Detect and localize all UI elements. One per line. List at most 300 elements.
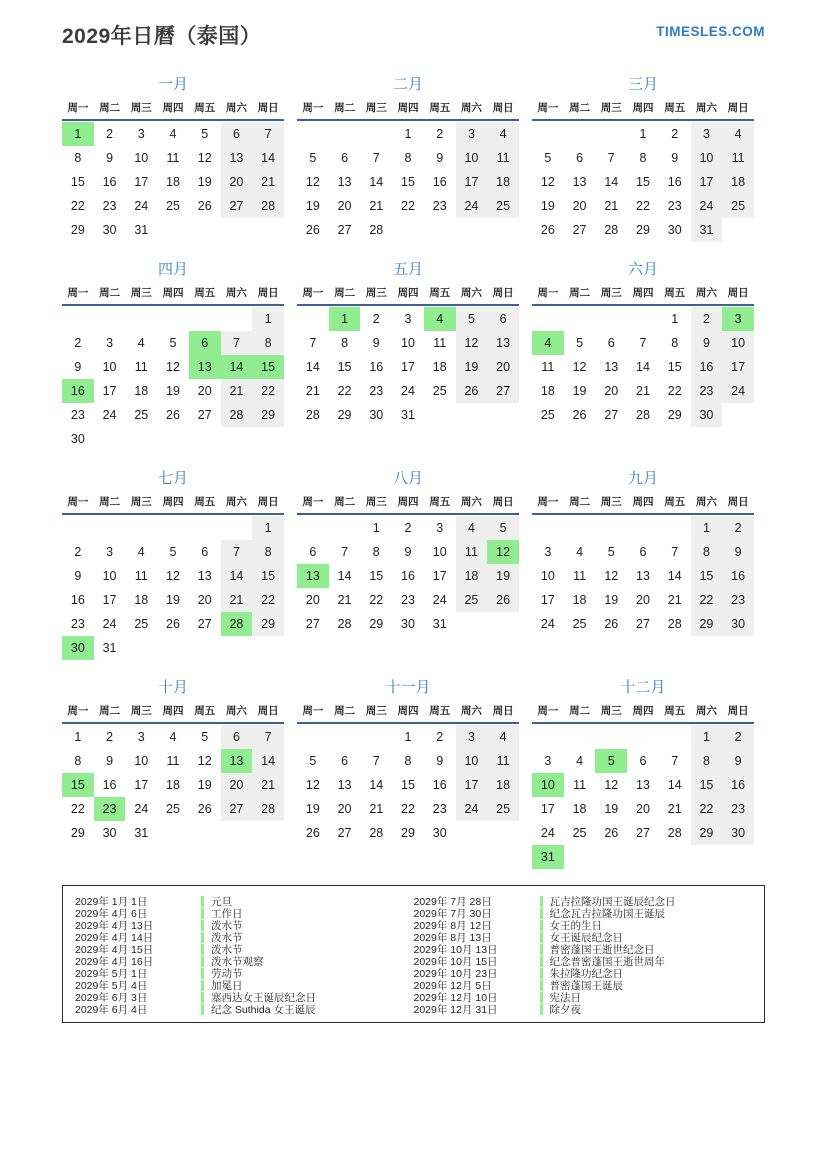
day-cell: 7 bbox=[639, 336, 647, 350]
weekday-header: 周四 bbox=[632, 102, 654, 114]
weekday-header: 周日 bbox=[492, 287, 514, 299]
day-cell: 7 bbox=[372, 754, 380, 768]
weekday-header: 周二 bbox=[334, 705, 356, 717]
day-cell: 6 bbox=[341, 754, 349, 768]
day-cell: 27 bbox=[305, 617, 320, 631]
day-cell: 23 bbox=[102, 199, 117, 213]
day-cell: 21 bbox=[337, 593, 352, 607]
day-cell: 3 bbox=[691, 122, 723, 146]
day-cell: 1 bbox=[74, 730, 82, 744]
day-cell: 8 bbox=[341, 336, 349, 350]
day-cell: 17 bbox=[432, 569, 447, 583]
day-cell: 23 bbox=[94, 797, 126, 821]
day-cell: 29 bbox=[337, 408, 352, 422]
day-cell: 20 bbox=[221, 170, 253, 194]
empty-day-cell bbox=[252, 821, 284, 845]
day-cell: 26 bbox=[166, 408, 180, 422]
weekday-header: 周三 bbox=[600, 496, 622, 508]
day-cell: 28 bbox=[337, 617, 352, 631]
day-cell: 4 bbox=[576, 545, 584, 559]
weekday-header: 周五 bbox=[194, 102, 216, 114]
empty-day-cell bbox=[329, 725, 361, 749]
empty-day-cell bbox=[157, 427, 189, 451]
day-cell: 2 bbox=[74, 336, 82, 350]
day-cell: 6 bbox=[487, 307, 519, 331]
weekday-header: 周一 bbox=[302, 102, 324, 114]
day-cell: 23 bbox=[432, 199, 447, 213]
empty-day-cell bbox=[532, 725, 564, 749]
day-cell: 25 bbox=[572, 826, 587, 840]
empty-day-cell bbox=[487, 612, 519, 636]
day-cell: 6 bbox=[189, 331, 221, 355]
day-cell: 9 bbox=[74, 360, 82, 374]
day-cell: 18 bbox=[487, 170, 519, 194]
holiday-legend bbox=[62, 885, 765, 1023]
month-grid bbox=[532, 284, 754, 427]
empty-day-cell bbox=[62, 516, 94, 540]
day-cell: 11 bbox=[722, 146, 754, 170]
day-cell: 2 bbox=[404, 521, 412, 535]
day-cell: 16 bbox=[722, 564, 754, 588]
day-cell: 10 bbox=[456, 749, 488, 773]
day-cell: 31 bbox=[134, 826, 149, 840]
day-cell: 24 bbox=[722, 379, 754, 403]
day-cell: 27 bbox=[487, 379, 519, 403]
day-cell: 8 bbox=[404, 151, 412, 165]
day-cell: 15 bbox=[667, 360, 682, 374]
holiday-name-text: 女王诞辰纪念日 bbox=[549, 931, 623, 944]
empty-day-cell bbox=[189, 307, 221, 331]
empty-day-cell bbox=[595, 122, 627, 146]
day-cell: 22 bbox=[401, 802, 415, 816]
day-cell: 8 bbox=[691, 749, 723, 773]
month-grid bbox=[62, 493, 284, 660]
day-cell: 28 bbox=[667, 617, 682, 631]
day-cell: 19 bbox=[166, 593, 180, 607]
weekday-header: 周日 bbox=[257, 102, 279, 114]
empty-day-cell bbox=[532, 122, 564, 146]
empty-day-cell bbox=[659, 516, 691, 540]
day-cell: 16 bbox=[432, 175, 447, 189]
empty-day-cell bbox=[627, 307, 659, 331]
day-cell: 19 bbox=[487, 564, 519, 588]
month-block bbox=[532, 468, 754, 660]
day-cell: 16 bbox=[369, 360, 384, 374]
header-rule bbox=[62, 304, 284, 306]
day-cell: 22 bbox=[691, 588, 723, 612]
day-cell: 23 bbox=[70, 617, 85, 631]
weekday-header: 周三 bbox=[130, 287, 152, 299]
weekday-header: 周二 bbox=[334, 496, 356, 508]
weekday-header: 周六 bbox=[460, 102, 482, 114]
holiday-name-text: 瓦吉拉隆功国王诞辰纪念日 bbox=[549, 895, 676, 908]
header-rule bbox=[62, 119, 284, 121]
day-cell: 9 bbox=[671, 151, 679, 165]
day-cell: 8 bbox=[252, 540, 284, 564]
weekday-header: 周四 bbox=[162, 705, 184, 717]
day-cell: 10 bbox=[532, 773, 564, 797]
day-cell: 24 bbox=[134, 199, 149, 213]
empty-day-cell bbox=[360, 122, 392, 146]
header-rule bbox=[62, 722, 284, 724]
empty-day-cell bbox=[424, 218, 456, 242]
day-cell: 28 bbox=[369, 826, 384, 840]
day-cell: 28 bbox=[252, 797, 284, 821]
empty-day-cell bbox=[94, 427, 126, 451]
empty-day-cell bbox=[157, 307, 189, 331]
day-cell: 2 bbox=[74, 545, 82, 559]
day-cell: 27 bbox=[636, 617, 650, 631]
day-cell: 2 bbox=[436, 127, 444, 141]
weekday-header: 周四 bbox=[162, 496, 184, 508]
empty-day-cell bbox=[157, 636, 189, 660]
day-cell: 3 bbox=[137, 730, 145, 744]
day-cell: 25 bbox=[722, 194, 754, 218]
day-cell: 4 bbox=[487, 122, 519, 146]
day-cell: 17 bbox=[102, 384, 117, 398]
weekday-header: 周六 bbox=[460, 496, 482, 508]
weekday-header: 周一 bbox=[302, 705, 324, 717]
day-cell: 11 bbox=[433, 336, 447, 350]
weekday-header: 周日 bbox=[492, 496, 514, 508]
day-cell: 17 bbox=[134, 175, 149, 189]
day-cell: 18 bbox=[432, 360, 447, 374]
holiday-date: 2029年 12月 5日 bbox=[413, 980, 492, 993]
holiday-marker-icon bbox=[201, 1004, 204, 1015]
day-cell: 4 bbox=[487, 725, 519, 749]
day-cell: 21 bbox=[667, 802, 682, 816]
day-cell: 26 bbox=[166, 617, 180, 631]
day-cell: 27 bbox=[636, 826, 650, 840]
weekday-header: 周六 bbox=[695, 705, 717, 717]
day-cell: 19 bbox=[197, 778, 212, 792]
empty-day-cell bbox=[360, 725, 392, 749]
holiday-marker-icon bbox=[540, 1004, 543, 1015]
holiday-date: 2029年 4月 14日 bbox=[75, 931, 154, 944]
empty-day-cell bbox=[157, 821, 189, 845]
day-cell: 21 bbox=[369, 802, 384, 816]
month-title: 十月 bbox=[157, 679, 188, 696]
holiday-date: 2029年 6月 4日 bbox=[75, 1004, 148, 1017]
empty-day-cell bbox=[252, 218, 284, 242]
day-cell: 4 bbox=[576, 754, 584, 768]
page-title: 2029年日曆（泰国） bbox=[62, 25, 262, 48]
day-cell: 28 bbox=[667, 826, 682, 840]
empty-day-cell bbox=[189, 218, 221, 242]
empty-day-cell bbox=[157, 218, 189, 242]
holiday-name-text: 纪念瓦吉拉隆功国王诞辰 bbox=[549, 907, 665, 920]
day-cell: 23 bbox=[722, 797, 754, 821]
day-cell: 5 bbox=[607, 545, 615, 559]
month-block bbox=[297, 74, 519, 242]
weekday-header: 周五 bbox=[664, 705, 686, 717]
day-cell: 8 bbox=[691, 540, 723, 564]
day-cell: 11 bbox=[456, 540, 488, 564]
empty-day-cell bbox=[627, 845, 659, 869]
holiday-name-text: 女王的生日 bbox=[549, 919, 602, 932]
day-cell: 5 bbox=[595, 749, 627, 773]
day-cell: 29 bbox=[70, 223, 85, 237]
month-block bbox=[62, 259, 284, 451]
weekday-header: 周三 bbox=[365, 287, 387, 299]
month-title: 九月 bbox=[627, 470, 658, 487]
month-grid bbox=[297, 284, 519, 427]
holiday-date: 2029年 4月 6日 bbox=[75, 907, 148, 920]
empty-day-cell bbox=[221, 218, 253, 242]
day-cell: 26 bbox=[604, 617, 619, 631]
holiday-name-text: 宪法日 bbox=[549, 992, 581, 1005]
day-cell: 26 bbox=[572, 408, 587, 422]
day-cell: 29 bbox=[691, 612, 723, 636]
day-cell: 23 bbox=[667, 199, 682, 213]
weekday-header: 周日 bbox=[727, 287, 749, 299]
empty-day-cell bbox=[627, 725, 659, 749]
day-cell: 8 bbox=[372, 545, 380, 559]
day-cell: 12 bbox=[197, 151, 212, 165]
day-cell: 23 bbox=[70, 408, 85, 422]
holiday-name bbox=[201, 1002, 315, 1017]
weekday-header: 周三 bbox=[365, 496, 387, 508]
day-cell: 8 bbox=[404, 754, 412, 768]
holiday-name bbox=[540, 1002, 582, 1017]
site-logo-link[interactable]: TIMESLES.COM bbox=[656, 24, 765, 39]
weekday-header: 周日 bbox=[257, 705, 279, 717]
day-cell: 30 bbox=[722, 612, 754, 636]
day-cell: 24 bbox=[691, 194, 723, 218]
day-cell: 1 bbox=[252, 516, 284, 540]
day-cell: 10 bbox=[134, 151, 149, 165]
day-cell: 22 bbox=[691, 797, 723, 821]
day-cell: 20 bbox=[487, 355, 519, 379]
day-cell: 18 bbox=[540, 384, 555, 398]
holiday-name-text: 泼水节 bbox=[211, 931, 243, 944]
day-cell: 14 bbox=[337, 569, 352, 583]
day-cell: 16 bbox=[62, 379, 94, 403]
day-cell: 15 bbox=[252, 355, 284, 379]
day-cell: 9 bbox=[722, 540, 754, 564]
day-cell: 30 bbox=[691, 403, 723, 427]
weekday-header: 周二 bbox=[99, 705, 121, 717]
day-cell: 7 bbox=[341, 545, 349, 559]
day-cell: 25 bbox=[134, 408, 149, 422]
holiday-date: 2029年 10月 15日 bbox=[413, 956, 498, 969]
day-cell: 28 bbox=[221, 612, 253, 636]
month-block bbox=[62, 74, 284, 242]
day-cell: 3 bbox=[544, 545, 552, 559]
month-grid bbox=[532, 493, 754, 636]
day-cell: 20 bbox=[604, 384, 619, 398]
holiday-date: 2029年 6月 3日 bbox=[75, 992, 148, 1005]
day-cell: 12 bbox=[540, 175, 555, 189]
day-cell: 29 bbox=[369, 617, 384, 631]
day-cell: 1 bbox=[252, 307, 284, 331]
weekday-header: 周四 bbox=[162, 287, 184, 299]
day-cell: 11 bbox=[487, 749, 519, 773]
day-cell: 27 bbox=[337, 223, 352, 237]
day-cell: 2 bbox=[106, 127, 114, 141]
day-cell: 21 bbox=[369, 199, 384, 213]
header-rule bbox=[532, 722, 754, 724]
holiday-date: 2029年 7月 28日 bbox=[413, 895, 492, 908]
holiday-date: 2029年 12月 10日 bbox=[413, 992, 498, 1005]
day-cell: 24 bbox=[401, 384, 415, 398]
header-rule bbox=[297, 119, 519, 121]
holiday-date: 2029年 4月 15日 bbox=[75, 943, 154, 956]
holiday-date: 2029年 8月 12日 bbox=[413, 919, 492, 932]
day-cell: 2 bbox=[722, 725, 754, 749]
day-cell: 3 bbox=[544, 754, 552, 768]
day-cell: 11 bbox=[487, 146, 519, 170]
day-cell: 10 bbox=[134, 754, 149, 768]
day-cell: 13 bbox=[636, 778, 650, 792]
weekday-header: 周日 bbox=[257, 496, 279, 508]
day-cell: 18 bbox=[487, 773, 519, 797]
holiday-name-text: 普密蓬国王诞辰 bbox=[549, 980, 623, 993]
day-cell: 19 bbox=[166, 384, 180, 398]
empty-day-cell bbox=[564, 516, 596, 540]
holiday-name-text: 除夕夜 bbox=[549, 1004, 581, 1017]
day-cell: 19 bbox=[604, 593, 619, 607]
day-cell: 5 bbox=[169, 336, 177, 350]
day-cell: 26 bbox=[540, 223, 555, 237]
day-cell: 12 bbox=[487, 540, 519, 564]
month-title: 二月 bbox=[392, 76, 423, 93]
day-cell: 13 bbox=[572, 175, 587, 189]
day-cell: 15 bbox=[62, 773, 94, 797]
day-cell: 20 bbox=[636, 802, 650, 816]
day-cell: 25 bbox=[487, 797, 519, 821]
weekday-header: 周日 bbox=[257, 287, 279, 299]
day-cell: 25 bbox=[166, 199, 180, 213]
weekday-header: 周二 bbox=[569, 102, 591, 114]
day-cell: 13 bbox=[297, 564, 329, 588]
day-cell: 5 bbox=[576, 336, 584, 350]
month-grid bbox=[62, 702, 284, 845]
day-cell: 4 bbox=[722, 122, 754, 146]
day-cell: 11 bbox=[573, 778, 587, 792]
day-cell: 30 bbox=[432, 826, 447, 840]
day-cell: 30 bbox=[401, 617, 415, 631]
month-title: 三月 bbox=[627, 76, 658, 93]
day-cell: 25 bbox=[432, 384, 447, 398]
day-cell: 21 bbox=[252, 170, 284, 194]
day-cell: 3 bbox=[722, 307, 754, 331]
day-cell: 15 bbox=[401, 778, 415, 792]
weekday-header: 周一 bbox=[537, 287, 559, 299]
day-cell: 6 bbox=[341, 151, 349, 165]
month-grid bbox=[62, 99, 284, 242]
empty-day-cell bbox=[595, 725, 627, 749]
day-cell: 3 bbox=[106, 545, 114, 559]
day-cell: 26 bbox=[197, 199, 212, 213]
day-cell: 24 bbox=[540, 826, 555, 840]
weekday-header: 周五 bbox=[664, 287, 686, 299]
day-cell: 20 bbox=[221, 773, 253, 797]
holiday-date: 2029年 7月 30日 bbox=[413, 907, 492, 920]
month-title: 十一月 bbox=[385, 679, 431, 696]
day-cell: 19 bbox=[604, 802, 619, 816]
day-cell: 18 bbox=[166, 778, 180, 792]
day-cell: 21 bbox=[305, 384, 320, 398]
day-cell: 2 bbox=[722, 516, 754, 540]
day-cell: 10 bbox=[432, 545, 447, 559]
day-cell: 23 bbox=[432, 802, 447, 816]
day-cell: 6 bbox=[607, 336, 615, 350]
weekday-header: 周四 bbox=[162, 102, 184, 114]
day-cell: 12 bbox=[305, 175, 320, 189]
day-cell: 13 bbox=[189, 355, 221, 379]
day-cell: 5 bbox=[544, 151, 552, 165]
day-cell: 3 bbox=[436, 521, 444, 535]
empty-day-cell bbox=[532, 516, 564, 540]
empty-day-cell bbox=[532, 307, 564, 331]
day-cell: 30 bbox=[722, 821, 754, 845]
day-cell: 25 bbox=[572, 617, 587, 631]
day-cell: 15 bbox=[691, 773, 723, 797]
weekday-header: 周五 bbox=[194, 287, 216, 299]
header-rule bbox=[297, 722, 519, 724]
day-cell: 24 bbox=[456, 194, 488, 218]
empty-day-cell bbox=[456, 612, 488, 636]
day-cell: 22 bbox=[369, 593, 384, 607]
day-cell: 7 bbox=[252, 725, 284, 749]
weekday-header: 周一 bbox=[302, 496, 324, 508]
day-cell: 30 bbox=[369, 408, 384, 422]
day-cell: 4 bbox=[169, 730, 177, 744]
day-cell: 15 bbox=[252, 564, 284, 588]
day-cell: 1 bbox=[62, 122, 94, 146]
day-cell: 11 bbox=[134, 360, 148, 374]
day-cell: 16 bbox=[432, 778, 447, 792]
holiday-legend-left-column bbox=[75, 895, 414, 1016]
day-cell: 8 bbox=[74, 754, 82, 768]
day-cell: 10 bbox=[401, 336, 415, 350]
day-cell: 15 bbox=[337, 360, 352, 374]
month-grid bbox=[297, 493, 519, 636]
day-cell: 6 bbox=[639, 545, 647, 559]
empty-day-cell bbox=[221, 821, 253, 845]
weekday-header: 周四 bbox=[397, 102, 419, 114]
day-cell: 17 bbox=[540, 593, 555, 607]
day-cell: 29 bbox=[636, 223, 650, 237]
month-title: 五月 bbox=[392, 261, 423, 278]
day-cell: 7 bbox=[607, 151, 615, 165]
day-cell: 28 bbox=[636, 408, 650, 422]
day-cell: 14 bbox=[636, 360, 650, 374]
day-cell: 30 bbox=[102, 826, 117, 840]
day-cell: 19 bbox=[305, 802, 320, 816]
day-cell: 16 bbox=[667, 175, 682, 189]
day-cell: 18 bbox=[572, 802, 587, 816]
day-cell: 22 bbox=[70, 802, 85, 816]
day-cell: 13 bbox=[337, 175, 352, 189]
day-cell: 31 bbox=[134, 223, 149, 237]
holiday-date: 2029年 10月 13日 bbox=[413, 943, 498, 956]
holiday-row bbox=[75, 1004, 414, 1016]
day-cell: 25 bbox=[166, 802, 180, 816]
day-cell: 10 bbox=[722, 331, 754, 355]
month-block bbox=[532, 677, 754, 869]
day-cell: 12 bbox=[572, 360, 587, 374]
empty-day-cell bbox=[456, 821, 488, 845]
day-cell: 20 bbox=[572, 199, 587, 213]
day-cell: 22 bbox=[252, 379, 284, 403]
weekday-header: 周六 bbox=[695, 102, 717, 114]
weekday-header: 周一 bbox=[302, 287, 324, 299]
day-cell: 6 bbox=[201, 545, 209, 559]
day-cell: 22 bbox=[70, 199, 85, 213]
holiday-name-text: 泼水节观察 bbox=[211, 956, 264, 969]
